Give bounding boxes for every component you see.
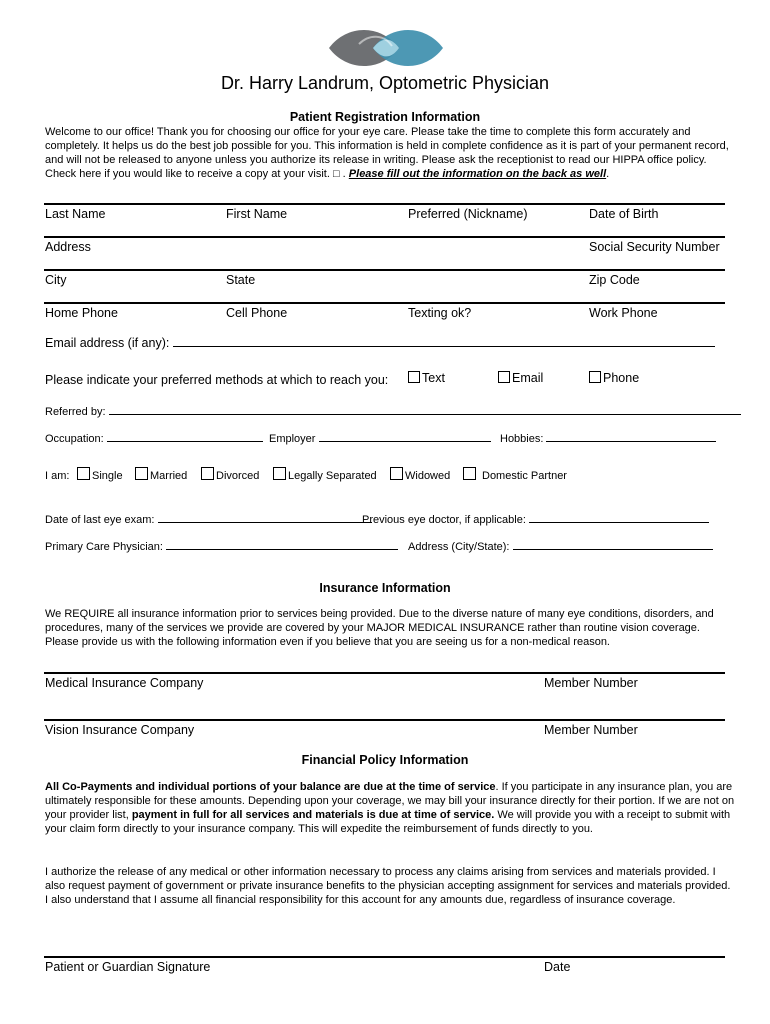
work-phone-label[interactable]: Work Phone (589, 306, 658, 320)
insurance-paragraph: We REQUIRE all insurance information prior to services being provided. Due to the diverse nature of many eye conditions, disorders, and procedures, many of the services we provide are covered by your MAJOR MEDICAL INSURANCE rather than routine vision coverage. Please provide us with the following information even if you believe that you are seeing us for a non-medical reason. (45, 608, 714, 648)
city-label[interactable]: City (45, 273, 67, 287)
physician-address-field[interactable] (408, 540, 713, 553)
domestic-partner-label: Domestic Partner (482, 470, 567, 482)
hobbies-label: Hobbies: (500, 433, 544, 445)
field-rule (44, 672, 725, 674)
contact-email-option[interactable] (498, 371, 543, 385)
field-rule (44, 302, 725, 304)
form-title: Patient Registration Information (289, 110, 481, 124)
hobbies-input-line[interactable] (546, 432, 716, 442)
date-of-birth-label[interactable]: Date of Birth (589, 207, 659, 221)
last-eye-exam-input-line[interactable] (158, 513, 372, 523)
signature-date-label[interactable]: Date (544, 960, 571, 974)
copay-due-note: All Co-Payments and individual portions of your balance are due at the time of service (45, 781, 496, 793)
employer-label: Employer (269, 433, 316, 445)
occupation-input-line[interactable] (107, 432, 263, 442)
contact-phone-option[interactable] (589, 371, 639, 385)
insurance-section-title: Insurance Information (319, 581, 451, 595)
financial-text-a: . If you participate in any insurance plan, you are ultimately responsible for these amounts. Depending upon your coverage, we may bill your insurance directly for their portion. If we are not on your provider list, (45, 781, 735, 821)
primary-care-field[interactable] (45, 540, 398, 553)
marital-married-option[interactable] (135, 467, 187, 482)
marital-single-option[interactable] (77, 467, 123, 482)
last-name-label[interactable]: Last Name (45, 207, 106, 221)
payment-in-full-note: payment in full for all services and materials is due at time of service. (131, 809, 495, 821)
i-am-label: I am: (45, 470, 70, 482)
previous-doctor-input-line[interactable] (529, 513, 709, 523)
hobbies-field[interactable] (500, 432, 716, 445)
physician-address-label: Address (City/State): (408, 541, 510, 553)
phone-checkbox[interactable] (589, 371, 601, 383)
employer-input-line[interactable] (319, 432, 491, 442)
divorced-label: Divorced (216, 470, 260, 482)
zip-code-label[interactable]: Zip Code (589, 273, 640, 287)
nickname-label[interactable]: Preferred (Nickname) (408, 207, 528, 221)
widowed-label: Widowed (405, 470, 451, 482)
cell-phone-label[interactable]: Cell Phone (226, 306, 288, 320)
overlapping-ellipses-logo (329, 26, 443, 70)
referred-by-input-line[interactable] (109, 405, 741, 415)
primary-care-input-line[interactable] (166, 540, 398, 550)
financial-section-title: Financial Policy Information (301, 753, 469, 767)
employer-field[interactable] (269, 432, 491, 445)
last-eye-exam-field[interactable] (45, 513, 372, 526)
text-checkbox[interactable] (408, 371, 420, 383)
medical-member-number-label[interactable]: Member Number (544, 676, 638, 690)
financial-paragraph-1 (45, 780, 735, 836)
field-rule (44, 236, 725, 238)
primary-care-label: Primary Care Physician: (45, 541, 163, 553)
single-checkbox[interactable] (77, 467, 90, 480)
intro-paragraph (45, 125, 735, 181)
page-title: Dr. Harry Landrum, Optometric Physician (220, 73, 550, 93)
text-option-label: Text (422, 371, 445, 385)
authorization-paragraph: I authorize the release of any medical or other information necessary to process any claims arising from services and materials provided. I also request payment of government or private insurance benefits to the physician accepting assignment for services and materials provided. I also understand that I assume all financial responsibility for this account for any amounts due, regardless of insurance coverage. (45, 866, 731, 906)
back-side-note: Please fill out the information on the back as well (348, 168, 607, 180)
marital-divorced-option[interactable] (201, 467, 259, 482)
email-field[interactable] (45, 336, 715, 350)
field-rule (44, 269, 725, 271)
previous-doctor-field[interactable] (362, 513, 709, 526)
signature-label[interactable]: Patient or Guardian Signature (45, 960, 211, 974)
marital-widowed-option[interactable] (390, 467, 450, 482)
state-label[interactable]: State (226, 273, 256, 287)
first-name-label[interactable]: First Name (226, 207, 288, 221)
address-label[interactable]: Address (45, 240, 91, 254)
separated-label: Legally Separated (288, 470, 377, 482)
financial-text-b: We will provide you with a receipt to submit with your claim form directly to your insurance company. This will expedite the reimbursement of funds directly to you. (45, 809, 731, 835)
marital-partner-option[interactable] (463, 467, 567, 482)
email-label: Email address (if any): (45, 336, 170, 350)
email-option-label: Email (512, 371, 544, 385)
field-rule (44, 719, 725, 721)
contact-method-prompt: Please indicate your preferred methods at which to reach you: (45, 373, 389, 387)
previous-doctor-label: Previous eye doctor, if applicable: (362, 514, 526, 526)
email-checkbox[interactable] (498, 371, 510, 383)
phone-option-label: Phone (603, 371, 640, 385)
signature-rule (44, 956, 725, 958)
occupation-field[interactable] (45, 432, 263, 445)
vision-insurance-label[interactable]: Vision Insurance Company (45, 723, 195, 737)
referred-by-label: Referred by: (45, 406, 106, 418)
marital-separated-option[interactable] (273, 467, 377, 482)
occupation-label: Occupation: (45, 433, 104, 445)
medical-insurance-label[interactable]: Medical Insurance Company (45, 676, 204, 690)
widowed-checkbox[interactable] (390, 467, 403, 480)
field-rule (44, 203, 725, 205)
domestic-partner-checkbox[interactable] (463, 467, 476, 480)
single-label: Single (92, 470, 123, 482)
email-input-line[interactable] (173, 336, 715, 347)
physician-address-input-line[interactable] (513, 540, 713, 550)
intro-text: Welcome to our office! Thank you for choosing our office for your eye care. Please take the time to complete this form accurately and completely. It helps us do the best job possible for you. This information is held in complete confidence as it is part of your permanent record, and will not be released to anyone unless you authorize its release in writing. Please ask the receptionist to read our HIPPA office policy. Check here if you would like to receive a copy at your visit. □ . (45, 126, 729, 180)
married-label: Married (150, 470, 188, 482)
home-phone-label[interactable]: Home Phone (45, 306, 118, 320)
texting-ok-label[interactable]: Texting ok? (408, 306, 472, 320)
vision-member-number-label[interactable]: Member Number (544, 723, 638, 737)
contact-text-option[interactable] (408, 371, 445, 385)
referred-by-field[interactable] (45, 405, 741, 418)
ssn-label[interactable]: Social Security Number (589, 240, 720, 254)
divorced-checkbox[interactable] (201, 467, 214, 480)
married-checkbox[interactable] (135, 467, 148, 480)
last-eye-exam-label: Date of last eye exam: (45, 514, 155, 526)
separated-checkbox[interactable] (273, 467, 286, 480)
intro-end: . (606, 168, 610, 180)
